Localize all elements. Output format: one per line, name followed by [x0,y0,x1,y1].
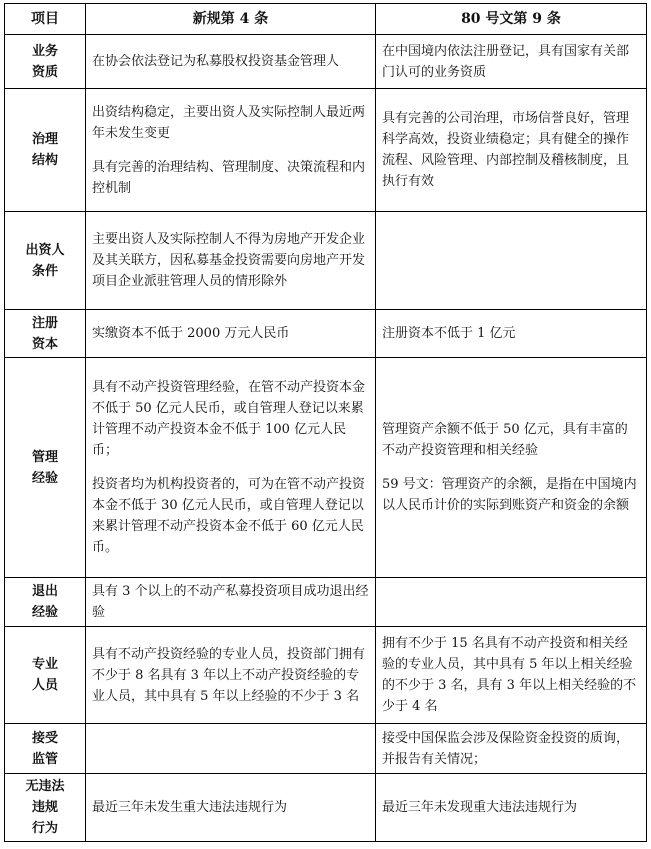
new-rule-cell [86,212,376,310]
new-rule-cell [86,310,376,358]
row-label-line: 经验 [31,470,58,486]
table-row [5,627,647,724]
cell-text: 实缴资本不低于 2000 万元人民币 [92,326,290,341]
row-label-line: 管理 [31,449,58,465]
row-label-line: 人员 [31,678,58,693]
row-label-line: 经验 [31,605,58,620]
row-label [5,724,86,774]
cell-text: 具有 3 个以上的不动产私募投资项目成功退出经验 [92,584,369,620]
row-label-line: 治理 [31,132,58,147]
row-label-line: 资质 [31,64,58,80]
row-label-line: 条件 [31,263,58,279]
cell-text: 具有不动产投资经验的专业人员，投资部门拥有不少于 8 名具有 3 年以上不动产投资经验的专业人员，其中具有 5 年以上经验的不少于 3 名 [92,646,366,704]
cell-text: 管理资产余额不低于 50 亿元，具有丰富的不动产投资管理和相关经验 [382,422,628,458]
doc80-cell [376,627,647,724]
table-row [5,358,647,578]
row-label [5,578,86,627]
new-rule-cell [86,35,376,89]
row-label [5,35,86,89]
cell-text: 投资者均为机构投资者的，可为在管不动产投资本金不低于 30 亿元人民币，或自管理人登记以来累计管理不动产投资本金不低于 60 亿元人民币。 [92,477,366,555]
row-label-line: 无违法 [25,779,65,794]
header-item: 项目 [5,4,86,35]
row-label-line: 注册 [31,315,58,331]
table-row [5,774,647,842]
cell-text: 拥有不少于 15 名具有不动产投资和相关经验的专业人员，其中具有 5 年以上相关经验的不少于 3 名，具有 3 年以上相关经验的不少于 4 名 [382,636,637,714]
doc80-cell [376,310,647,358]
cell-text: 在协会依法登记为私募股权投资基金管理人 [92,54,340,69]
cell-text: 59 号文：管理资产的余额，是指在中国境内以人民币计价的实际到账资产和资金的余额 [382,477,637,513]
new-rule-cell [86,627,376,724]
cell-text: 最近三年未发生重大违法违规行为 [92,800,288,815]
row-label-line: 资本 [31,336,58,352]
row-label-line: 违规 [31,800,58,815]
row-label [5,627,86,724]
cell-text: 接受中国保监会涉及保险资金投资的质询，并报告有关情况； [382,730,630,767]
row-label-line: 结构 [31,153,58,168]
comparison-table [4,3,647,842]
cell-text: 具有完善的公司治理，市场信誉良好，管理科学高效，投资业绩稳定；具有健全的操作流程、风险管理、内部控制及稽核制度，且执行有效 [382,111,630,189]
doc80-cell [376,89,647,212]
doc80-cell [376,724,647,774]
cell-text: 在中国境内依法注册登记，具有国家有关部门认可的业务资质 [382,43,630,80]
doc80-cell [376,578,647,627]
new-rule-cell [86,358,376,578]
header-doc80: 80 号文第 9 条 [376,4,647,35]
row-label-line: 退出 [31,584,58,599]
table-row [5,89,647,212]
table-header-row [5,4,647,35]
cell-text: 最近三年未发现重大违法违规行为 [382,800,578,815]
cell-text: 具有完善的治理结构、管理制度、决策流程和内控机制 [92,159,366,196]
row-label [5,212,86,310]
row-label-line: 业务 [31,43,58,59]
cell-text: 注册资本不低于 1 亿元 [382,326,516,341]
cell-text: 具有不动产投资管理经验，在管不动产投资本金不低于 50 亿元人民币，或自管理人登记以来累计管理不动产投资本金不低于 100 亿元人民币； [92,380,366,458]
cell-text: 主要出资人及实际控制人不得为房地产开发企业及其关联方，因私募基金投资需要向房地产开发项目企业派驻管理人员的情形除外 [92,232,366,289]
table-row [5,578,647,627]
row-label-line: 出资人 [25,242,65,258]
row-label [5,310,86,358]
doc80-cell [376,35,647,89]
table-row [5,310,647,358]
row-label [5,774,86,842]
row-label [5,89,86,212]
doc80-cell [376,358,647,578]
row-label [5,358,86,578]
row-label-line: 接受 [31,730,58,746]
new-rule-cell [86,89,376,212]
table-row [5,724,647,774]
doc80-cell [376,212,647,310]
new-rule-cell [86,724,376,774]
table-row [5,35,647,89]
header-new-rule: 新规第 4 条 [86,4,376,35]
row-label-line: 行为 [31,821,58,836]
doc80-cell [376,774,647,842]
new-rule-cell [86,774,376,842]
table-row [5,212,647,310]
row-label-line: 监管 [31,751,58,767]
cell-text: 出资结构稳定，主要出资人及实际控制人最近两年未发生变更 [92,104,366,141]
new-rule-cell [86,578,376,627]
row-label-line: 专业 [31,657,58,672]
